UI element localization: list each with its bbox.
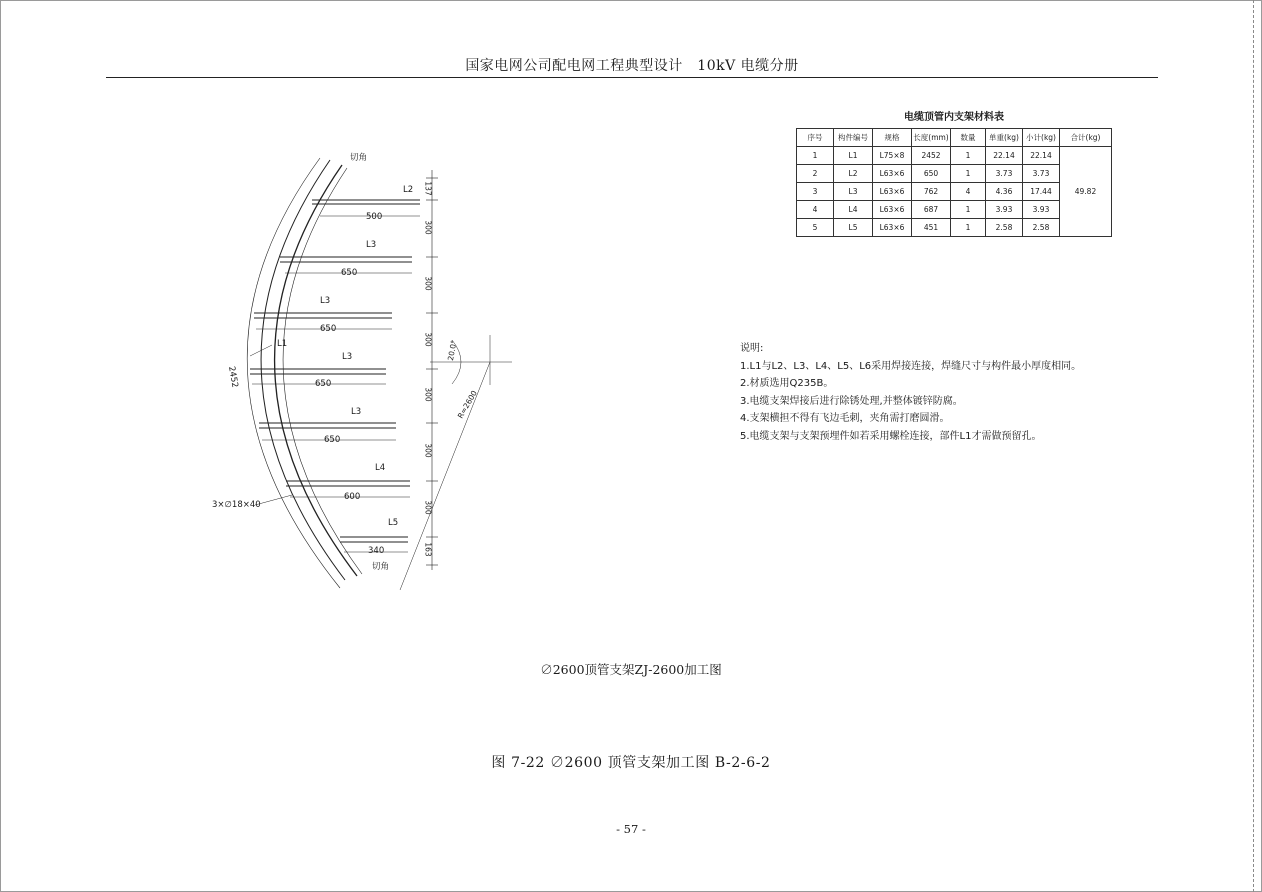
cell: 4 xyxy=(797,201,834,219)
figure-title: 图 7-22 ∅2600 顶管支架加工图 B-2-6-2 xyxy=(491,755,771,771)
spacing-label: 300 xyxy=(423,332,433,347)
note-item: 3.电缆支架焊接后进行除锈处理,并整体镀锌防腐。 xyxy=(740,395,963,407)
arc-length-label: 2452 xyxy=(226,365,240,389)
cell: 687 xyxy=(912,201,951,219)
inner-arc xyxy=(275,165,357,576)
note-item: 4.支架横担不得有飞边毛刺，夹角需打磨圆滑。 xyxy=(740,413,950,424)
cell: L63×6 xyxy=(873,219,912,237)
bracket-length: 340 xyxy=(368,546,385,556)
spacing-label: 300 xyxy=(423,443,433,458)
cell: L3 xyxy=(834,183,873,201)
outer-arc xyxy=(261,160,345,580)
cell: 3.73 xyxy=(1023,165,1060,183)
note-item: 1.L1与L2、L3、L4、L5、L6采用焊接连接，焊缝尺寸与构件最小厚度相同。 xyxy=(740,360,1082,372)
cell: 2.58 xyxy=(986,219,1023,237)
cell: 22.14 xyxy=(986,147,1023,165)
cell: L2 xyxy=(834,165,873,183)
note-item: 5.电缆支架与支架预埋件如若采用螺栓连接，部件L1才需做预留孔。 xyxy=(740,430,1042,442)
bracket-label: L3 xyxy=(342,352,353,362)
cell: 3.93 xyxy=(986,201,1023,219)
cell: 1 xyxy=(951,147,986,165)
bracket-length: 650 xyxy=(341,268,358,278)
page-header: 国家电网公司配电网工程典型设计 10kV 电缆分册 xyxy=(465,58,799,74)
col-header: 长度(mm) xyxy=(912,129,951,147)
spacing-label: 300 xyxy=(423,276,433,291)
col-header: 构件编号 xyxy=(834,129,873,147)
cell: L1 xyxy=(834,147,873,165)
total-cell: 49.82 xyxy=(1060,147,1112,237)
drawing-caption: ∅2600顶管支架ZJ-2600加工图 xyxy=(540,662,722,677)
bracket-label: L3 xyxy=(320,296,331,306)
radius-lines xyxy=(400,335,512,590)
cell: 1 xyxy=(951,165,986,183)
col-header: 规格 xyxy=(873,129,912,147)
bracket-label: L5 xyxy=(388,518,399,528)
l1-label: L1 xyxy=(277,339,288,349)
angle-label: 20.0° xyxy=(446,339,459,362)
cell: 3.93 xyxy=(1023,201,1060,219)
cell: 4.36 xyxy=(986,183,1023,201)
notes-block xyxy=(740,340,1081,445)
col-header: 数量 xyxy=(951,129,986,147)
col-header: 序号 xyxy=(797,129,834,147)
bracket-label: L2 xyxy=(403,185,414,195)
cell: 3 xyxy=(797,183,834,201)
spacing-label: 137 xyxy=(423,181,433,196)
col-header: 单重(kg) xyxy=(986,129,1023,147)
cell: 1 xyxy=(797,147,834,165)
cell: 17.44 xyxy=(1023,183,1060,201)
bracket-length: 500 xyxy=(366,212,383,222)
table-row xyxy=(797,147,1112,165)
cell: L5 xyxy=(834,219,873,237)
cell: 4 xyxy=(951,183,986,201)
bracket-label: L4 xyxy=(375,463,386,473)
bracket-length: 650 xyxy=(320,324,337,334)
inner-arc-2 xyxy=(283,168,362,574)
bracket-dim-lines xyxy=(252,216,420,552)
cell: 22.14 xyxy=(1023,147,1060,165)
top-cut-label: 切角 xyxy=(350,153,368,163)
col-header: 合计(kg) xyxy=(1060,129,1112,147)
spacing-label: 300 xyxy=(423,387,433,402)
bracket-label: L3 xyxy=(351,407,362,417)
bracket-length: 650 xyxy=(315,379,332,389)
cell: L63×6 xyxy=(873,165,912,183)
cell: 2.58 xyxy=(1023,219,1060,237)
bracket-label: L3 xyxy=(366,240,377,250)
cell: 650 xyxy=(912,165,951,183)
bottom-cut-label: 切角 xyxy=(372,562,390,572)
cell: L75×8 xyxy=(873,147,912,165)
col-header: 小计(kg) xyxy=(1023,129,1060,147)
table-header-row xyxy=(797,129,1112,147)
spacing-label: 300 xyxy=(423,500,433,515)
cell: 451 xyxy=(912,219,951,237)
spacing-label: 163 xyxy=(423,542,433,557)
bracket-length: 600 xyxy=(344,492,361,502)
cell: 2 xyxy=(797,165,834,183)
table-title: 电缆顶管内支架材料表 xyxy=(904,112,1004,123)
bracket-arms xyxy=(250,200,420,542)
cell: L4 xyxy=(834,201,873,219)
cell: 1 xyxy=(951,201,986,219)
page-number: - 57 - xyxy=(616,822,646,836)
cell: L63×6 xyxy=(873,201,912,219)
cell: 3.73 xyxy=(986,165,1023,183)
cell: 1 xyxy=(951,219,986,237)
notes-heading: 说明: xyxy=(740,343,764,354)
materials-table xyxy=(796,128,1112,237)
bracket-length: 650 xyxy=(324,435,341,445)
hole-spec-label: 3×∅18×40 xyxy=(212,500,261,510)
cell: L63×6 xyxy=(873,183,912,201)
note-item: 2.材质选用Q235B。 xyxy=(740,378,834,389)
radius-label: R=2600 xyxy=(455,389,479,420)
cell: 5 xyxy=(797,219,834,237)
cell: 762 xyxy=(912,183,951,201)
spacing-label: 300 xyxy=(423,220,433,235)
cell: 2452 xyxy=(912,147,951,165)
